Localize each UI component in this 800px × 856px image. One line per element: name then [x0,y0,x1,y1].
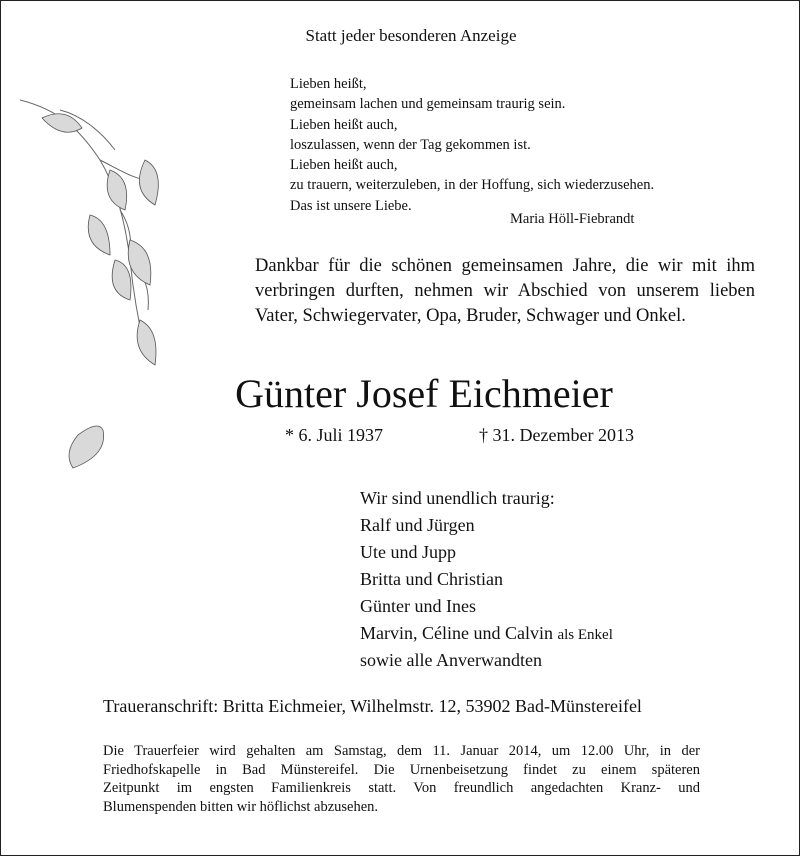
notice-heading: Statt jeder besonderen Anzeige [305,26,517,45]
leaf [112,260,131,300]
gratitude-line: Dankbar für die schönen gemeinsamen Jahre, die wir mit ihm [255,256,755,276]
mourners-list [360,485,613,674]
poem-line: Das ist unsere Liebe. [290,197,412,214]
service-line: Zeitpunkt im engsten Familienkreis statt. Von freundlich angedachten Kranz- und [103,780,700,797]
birch-branch-illustration [20,90,200,490]
gratitude-line: verbringen durften, nehmen wir Abschied von unserem lieben [255,281,755,301]
birth-date: * 6. Juli 1937 [285,425,384,445]
gratitude-text [255,254,755,329]
leaf [137,320,156,365]
relatives-entry: sowie alle Anverwandten [360,650,542,670]
service-line: Friedhofskapelle in Bad Münstereifel. Die Urnenbeisetzung findet zu einem späteren [103,761,700,778]
poem-line: zu trauern, weiterzuleben, in der Hoffung, sich wiederzusehen. [290,177,655,194]
poem-author: Maria Höll-Fiebrandt [510,211,635,227]
service-info [103,742,700,816]
poem-line: gemeinsam lachen und gemeinsam traurig sein. [290,96,566,113]
service-line: Blumenspenden bitten wir höflichst abzusehen. [103,798,379,815]
grandchildren-entry [360,620,613,647]
mourner-entry: Günter und Ines [360,596,476,616]
poem [290,74,654,216]
poem-line: loszulassen, wenn der Tag gekommen ist. [290,136,531,153]
grandchildren-suffix: als Enkel [557,627,613,643]
death-date: † 31. Dezember 2013 [479,425,634,445]
poem-line: Lieben heißt, [290,76,367,92]
leaf [88,215,110,255]
mourning-address: Traueranschrift: Britta Eichmeier, Wilhelmstr. 12, 53902 Bad-Münstereifel [103,696,642,716]
falling-leaf [69,426,104,468]
mourners-intro: Wir sind unendlich traurig: [360,488,555,508]
branch-stem [20,100,145,350]
poem-line: Lieben heißt auch, [290,157,398,174]
grandchildren-names: Marvin, Céline und Calvin [360,623,553,643]
mourner-entry: Ute und Jupp [360,542,456,562]
poem-line: Lieben heißt auch, [290,116,398,133]
leaf [139,160,158,205]
service-line: Die Trauerfeier wird gehalten am Samstag, dem 11. Januar 2014, um 12.00 Uhr, in der [103,743,700,759]
mourner-entry: Britta und Christian [360,569,503,589]
mourner-entry: Ralf und Jürgen [360,515,475,535]
deceased-name: Günter Josef Eichmeier [235,371,613,416]
leaf [107,170,127,210]
gratitude-line: Vater, Schwiegervater, Opa, Bruder, Schwager und Onkel. [255,306,686,326]
